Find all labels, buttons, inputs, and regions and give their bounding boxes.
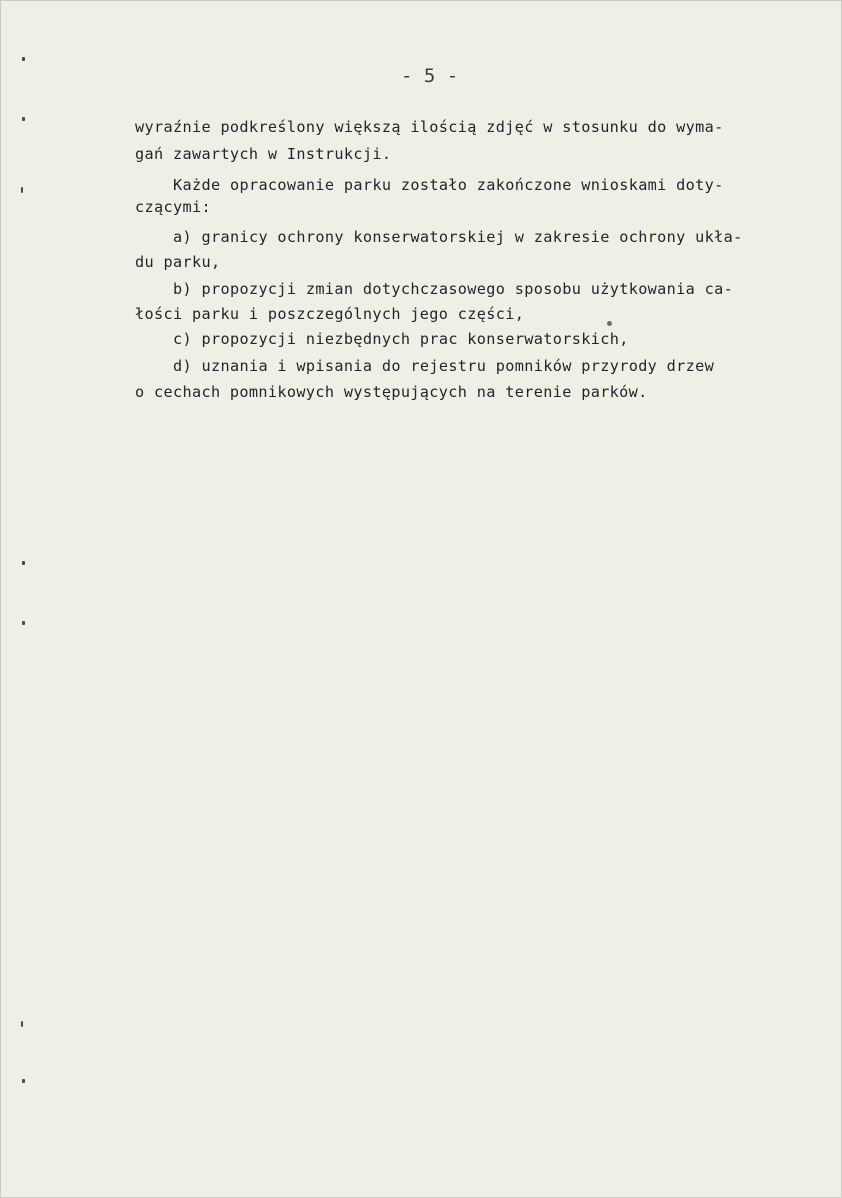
scan-speck (21, 1021, 23, 1027)
scan-speck (22, 57, 25, 61)
scan-speck (22, 1079, 25, 1083)
text-line: d) uznania i wpisania do rejestru pomników przyrody drzew (173, 357, 715, 375)
text-line: b) propozycji zmian dotychczasowego sposobu użytkowania ca- (173, 280, 734, 298)
text-line: a) granicy ochrony konserwatorskiej w zakresie ochrony ukła- (173, 228, 743, 246)
text-line: gań zawartych w Instrukcji. (135, 145, 392, 163)
scan-speck (607, 321, 612, 326)
scan-speck (22, 561, 25, 565)
text-line: c) propozycji niezbędnych prac konserwatorskich, (173, 330, 629, 348)
text-line: czącymi: (135, 198, 211, 216)
scan-speck (22, 621, 25, 625)
scan-speck (22, 117, 25, 121)
text-line: o cechach pomnikowych występujących na terenie parków. (135, 383, 648, 401)
scan-speck (21, 187, 23, 193)
text-line: wyraźnie podkreślony większą ilością zdjęć w stosunku do wyma- (135, 118, 724, 136)
page-number: - 5 - (401, 65, 459, 87)
text-line: du parku, (135, 253, 221, 271)
text-line: Każde opracowanie parku zostało zakończone wnioskami doty- (173, 176, 724, 194)
text-line: łości parku i poszczególnych jego części, (135, 305, 525, 323)
